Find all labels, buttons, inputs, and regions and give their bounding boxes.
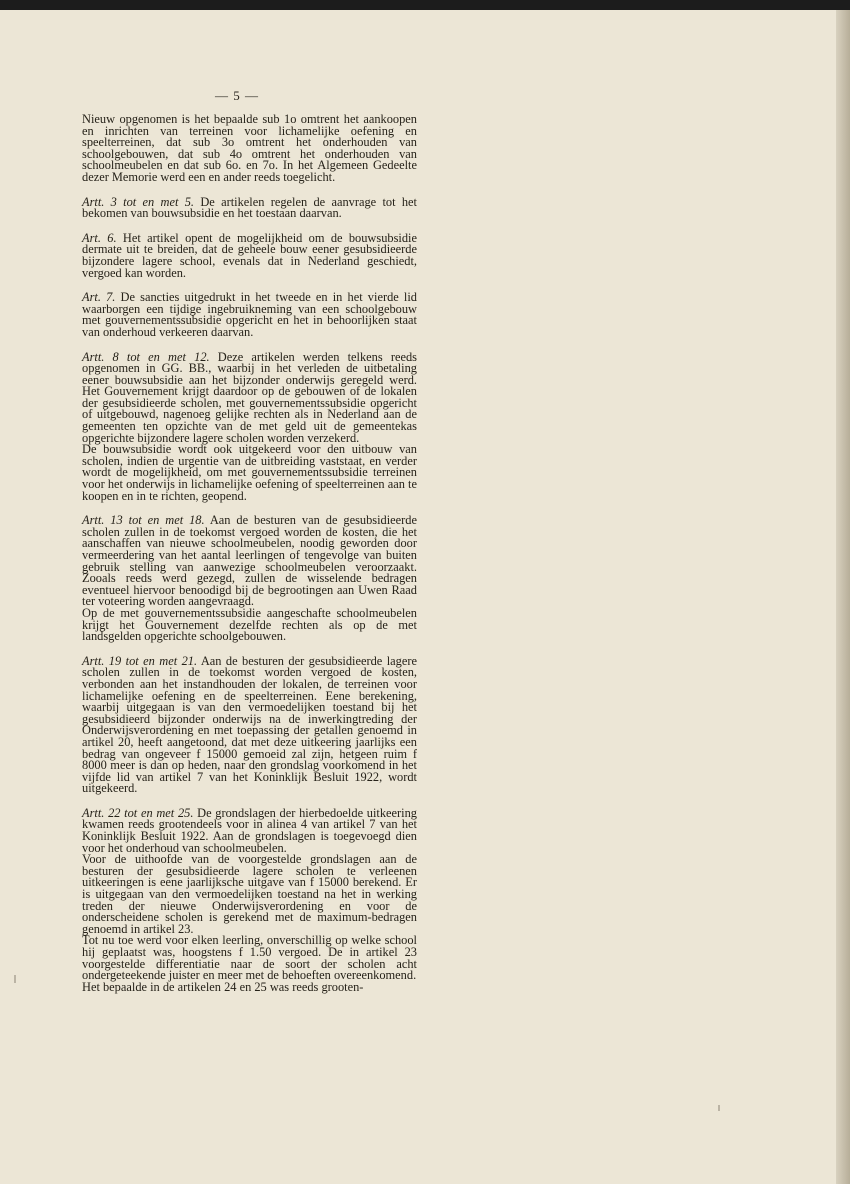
paragraph-text: Het bepaalde in de artikelen 24 en 25 was reeds grooten- <box>82 979 364 994</box>
paper-speck <box>718 1105 720 1111</box>
paragraph-text: De sancties uitgedrukt in het tweede en in het vierde lid waarborgen een tijdige ingebruikneming van een schoolgebouw met gouvernementssubsidie opgericht en het in behoorlijken staat van onderhoud verkeeren daarvan. <box>82 290 417 339</box>
paragraph-artt-22-25-continuation-3 <box>82 979 417 994</box>
paragraph-artt-22-25-continuation-2 <box>82 935 417 981</box>
page-number: — 5 — <box>215 88 259 103</box>
article-heading: Artt. 13 tot en met 18. <box>82 513 205 528</box>
paragraph-text: Aan de besturen der gesubsidieerde lagere scholen zullen in de toekomst worden vergoed de kosten, verbonden aan het instandhouden der lokalen, de terreinen voor lichamelijke oefening en de speelterreinen. Eene berekening, waarbij uitgegaan is van den vermoedelijken toestand bij het gesubsidieerd bijzonder onderwijs na de inwerkingtreding der Onderwijsverordening en met toepassing der getallen genoemd in artikel 20, heeft aangetoond, dat met deze uitkeering jaarlijks een bedrag van ongeveer f 15000 gemoeid zal zijn, hetgeen ruim f 8000 meer is dan op heden, naar den grondslag voorkomend in het vijfde lid van artikel 7 van het Koninklijk Besluit 1922, wordt uitgekeerd. <box>82 653 418 796</box>
paragraph-text: Voor de uithoofde van de voorgestelde grondslagen aan de besturen der gesubsidieerde lagere scholen te verleenen uitkeeringen is eene jaarlijksche uitgave van f 15000 berekend. Er is uitgegaan van den vermoedelijken toestand na het in werking treden der nieuwe Onderwijsverordening en voor de onderscheidene scholen is gerekend met de maximum-bedragen genoemd in artikel 23. <box>82 852 417 936</box>
paragraph-artt-13-18-continuation <box>82 605 417 644</box>
page-edge <box>836 10 850 1184</box>
paragraph-art-6 <box>82 230 417 280</box>
document-page <box>0 10 836 1184</box>
paragraph-text: Deze artikelen werden telkens reeds opgenomen in GG. BB., waarbij in het verleden de uitbetaling eener bouwsubsidie aan het bijzonder onderwijs geregeld werd. Het Gouvernement krijgt daardoor op de gebouwen of de lokalen der gesubsidieerde scholen, met gouvernementssubsidie opgericht of uitgebouwd, nagenoeg gelijke rechten als in Nederland aan de gemeenten ten opzichte van de met geld uit de gemeentekas opgerichte bijzondere lagere scholen worden verzekerd. <box>82 349 417 445</box>
paragraph-artt-8-12-continuation <box>82 444 417 502</box>
article-heading: Artt. 22 tot en met 25. <box>82 805 194 820</box>
paper-speck <box>14 975 16 983</box>
article-heading: Art. 6. <box>82 230 117 245</box>
paragraph-text: De artikelen regelen de aanvrage tot het bekomen van bouwsubsidie en het toestaan daarvan. <box>82 194 417 221</box>
article-heading: Art. 7. <box>82 290 116 305</box>
paragraph-text: Op de met gouvernementssubsidie aangeschafte schoolmeubelen krijgt het Gouvernement dezelfde rechten als op de met landsgelden opgerichte schoolgebouwen. <box>82 605 417 644</box>
paragraph-text: De bouwsubsidie wordt ook uitgekeerd voor den uitbouw van scholen, indien de urgentie van de uitbreiding vaststaat, en verder wordt de mogelijkheid, om met gouvernementssubsidie terreinen voor het onderwijs in lichamelijke oefening of speelterreinen aan te koopen en in te richten, geopend. <box>82 442 417 503</box>
article-heading: Artt. 3 tot en met 5. <box>82 194 195 209</box>
paragraph-intro <box>82 114 417 184</box>
paragraph-artt-8-12 <box>82 349 417 445</box>
article-heading: Artt. 8 tot en met 12. <box>82 349 210 364</box>
paragraph-text: Tot nu toe werd voor elken leerling, onverschillig op welke school hij geplaatst was, hoogstens f 1.50 vergoed. De in artikel 23 voorgestelde differentiatie naar de soort der scholen acht ondergeteekende juister en meer met de behoeften overeenkomend. <box>82 933 417 983</box>
memorie-text-column <box>82 114 417 993</box>
paragraph-artt-13-18 <box>82 515 417 608</box>
paragraph-art-7 <box>82 292 417 338</box>
paragraph-artt-3-5 <box>82 194 417 221</box>
article-heading: Artt. 19 tot en met 21. <box>82 653 198 668</box>
paragraph-artt-22-25-continuation <box>82 854 417 935</box>
paragraph-artt-22-25 <box>82 805 417 855</box>
paragraph-intro-text: Nieuw opgenomen is het bepaalde sub 1o omtrent het aankoopen en inrichten van terreinen voor lichamelijke oefening en speelterreinen, dat sub 3o omtrent het onderhouden van schoolgebouwen, dat sub 4o omtrent het onderhouden van schoolmeubelen en dat sub 6o. en 7o. In het Algemeen Gedeelte dezer Memorie werd een en ander reeds toegelicht. <box>82 112 417 184</box>
paragraph-text: Aan de besturen van de gesubsidieerde scholen zullen in de toekomst vergoed worden de kosten, die het aanschaffen van nieuwe schoolmeubelen, noodig geworden door vermeerdering van het aantal leerlingen of tengevolge van buiten gebruik stelling van aanwezige schoolmeubelen veroorzaakt. Zooals reeds werd gezegd, zullen de wisselende bedragen eventueel hiervoor benoodigd bij de begrootingen aan Uwen Raad ter voteering worden aangevraagd. <box>82 513 418 609</box>
paragraph-text: De grondslagen der hierbedoelde uitkeering kwamen reeds grootendeels voor in alinea 4 van artikel 7 van het Koninklijk Besluit 1922. Aan de grondslagen is toegevoegd dien voor het onderhoud van schoolmeubelen. <box>82 805 417 855</box>
paragraph-artt-19-21 <box>82 653 418 796</box>
paragraph-text: Het artikel opent de mogelijkheid om de bouwsubsidie dermate uit te breiden, dat de geheele bouw eener gesubsidieerde bijzondere lagere school, evenals dat in Nederland geschiedt, vergoed kan worden. <box>82 230 417 280</box>
